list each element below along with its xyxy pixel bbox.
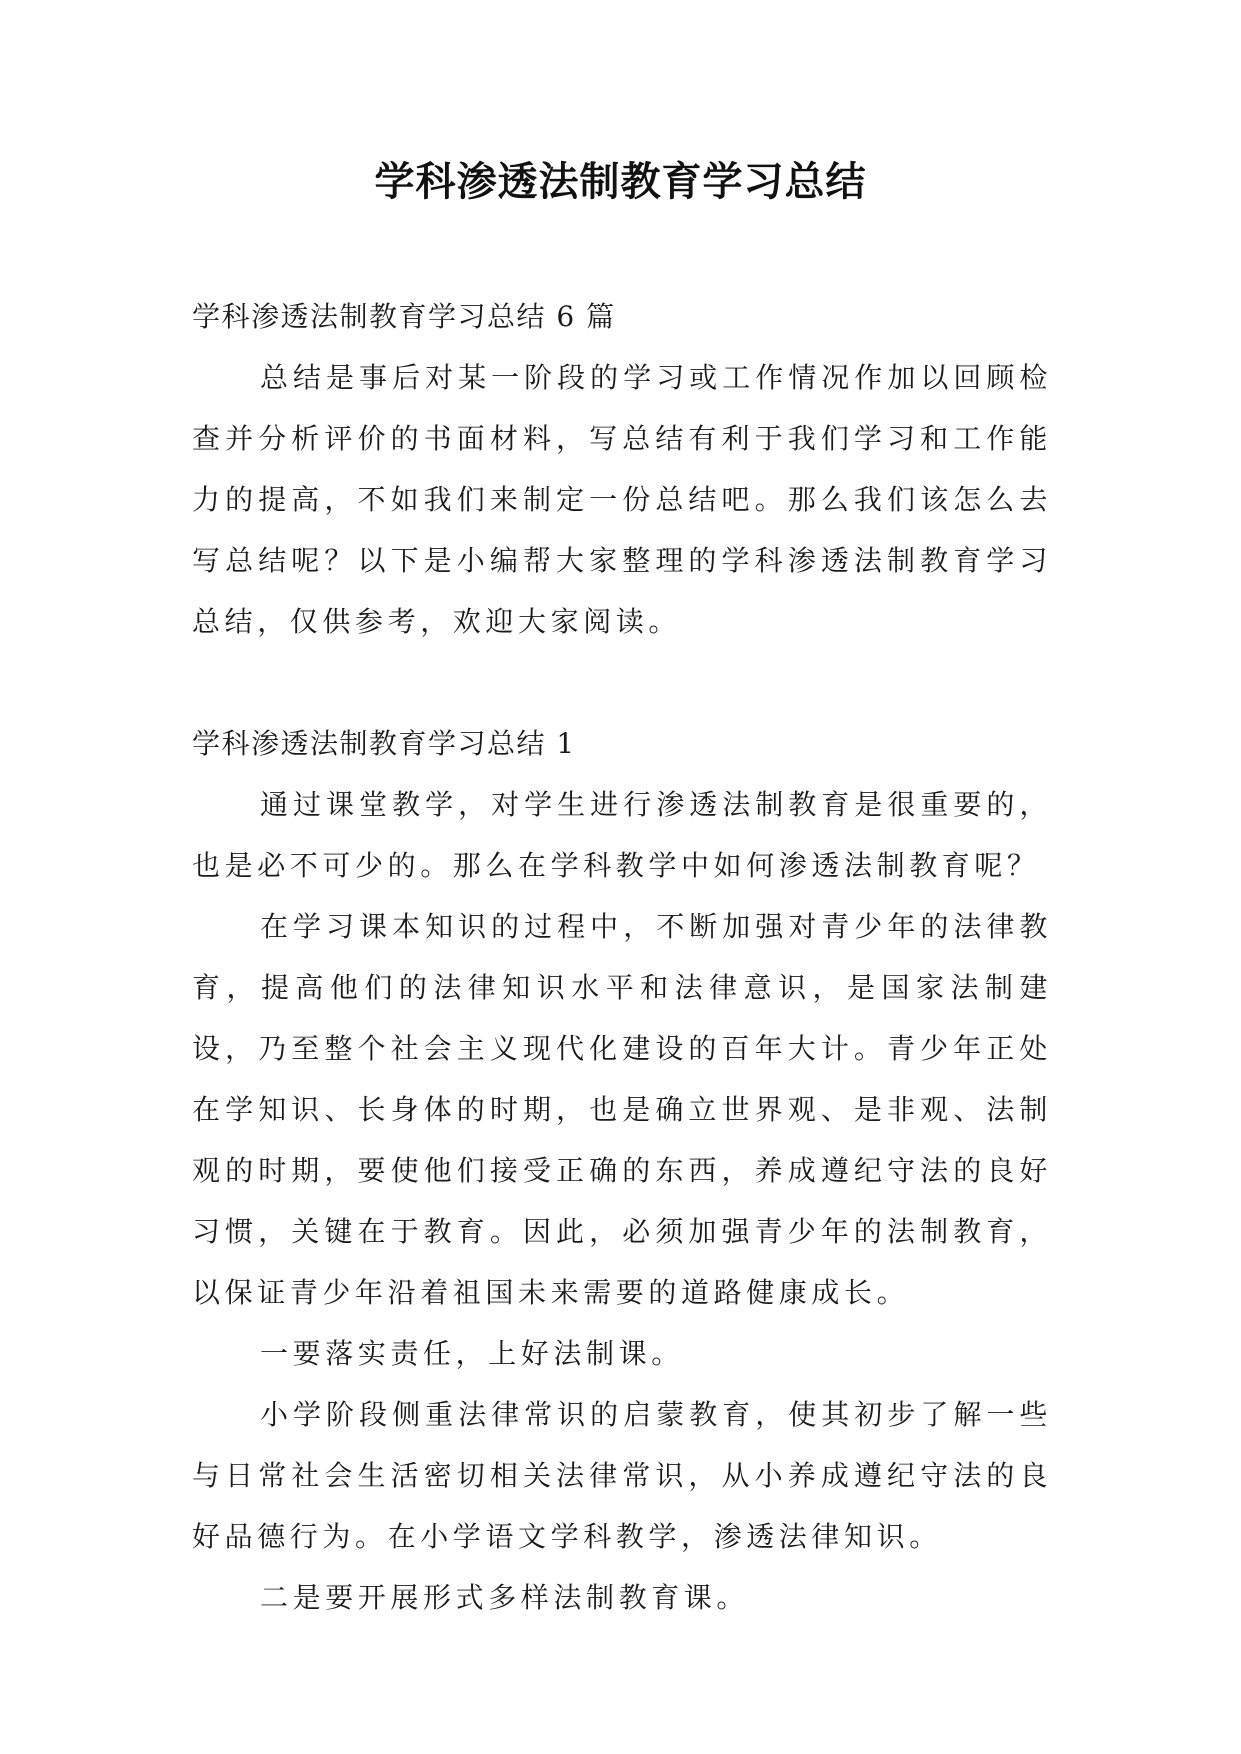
document-title: 学科渗透法制教育学习总结 — [374, 159, 867, 205]
section1-paragraph-2: 在学习课本知识的过程中，不断加强对青少年的法律教育，提高他们的法律知识水平和法律意识，是国家法制建设，乃至整个社会主义现代化建设的百年大计。青少年正处在学知识、长身体的时期，也是确立世界观、是非观、法制观的时期，要使他们接受正确的东西，养成遵纪守法的良好习惯，关键在于教育。因此，必须加强青少年的法制教育，以保证青少年沿着祖国未来需要的道路健康成长。 — [192, 910, 1052, 1309]
section1-paragraph-5: 二是要开展形式多样法制教育课。 — [260, 1581, 750, 1614]
section1-paragraph-3: 一要落实责任，上好法制课。 — [260, 1337, 684, 1370]
document-body — [192, 286, 1052, 1628]
section-spacer — [192, 652, 1052, 713]
section1-paragraph-1: 通过课堂教学，对学生进行渗透法制教育是很重要的，也是必不可少的。那么在学科教学中如何渗透法制教育呢？ — [192, 788, 1052, 882]
intro-heading: 学科渗透法制教育学习总结 6 篇 — [192, 300, 616, 333]
section1-paragraph-4: 小学阶段侧重法律常识的启蒙教育，使其初步了解一些与日常社会生活密切相关法律常识，从小养成遵纪守法的良好品德行为。在小学语文学科教学，渗透法律知识。 — [192, 1398, 1052, 1553]
section1-heading: 学科渗透法制教育学习总结 1 — [192, 727, 576, 760]
intro-paragraph: 总结是事后对某一阶段的学习或工作情况作加以回顾检查并分析评价的书面材料，写总结有利于我们学习和工作能力的提高，不如我们来制定一份总结吧。那么我们该怎么去写总结呢？以下是小编帮大家整理的学科渗透法制教育学习总结，仅供参考，欢迎大家阅读。 — [192, 361, 1052, 638]
